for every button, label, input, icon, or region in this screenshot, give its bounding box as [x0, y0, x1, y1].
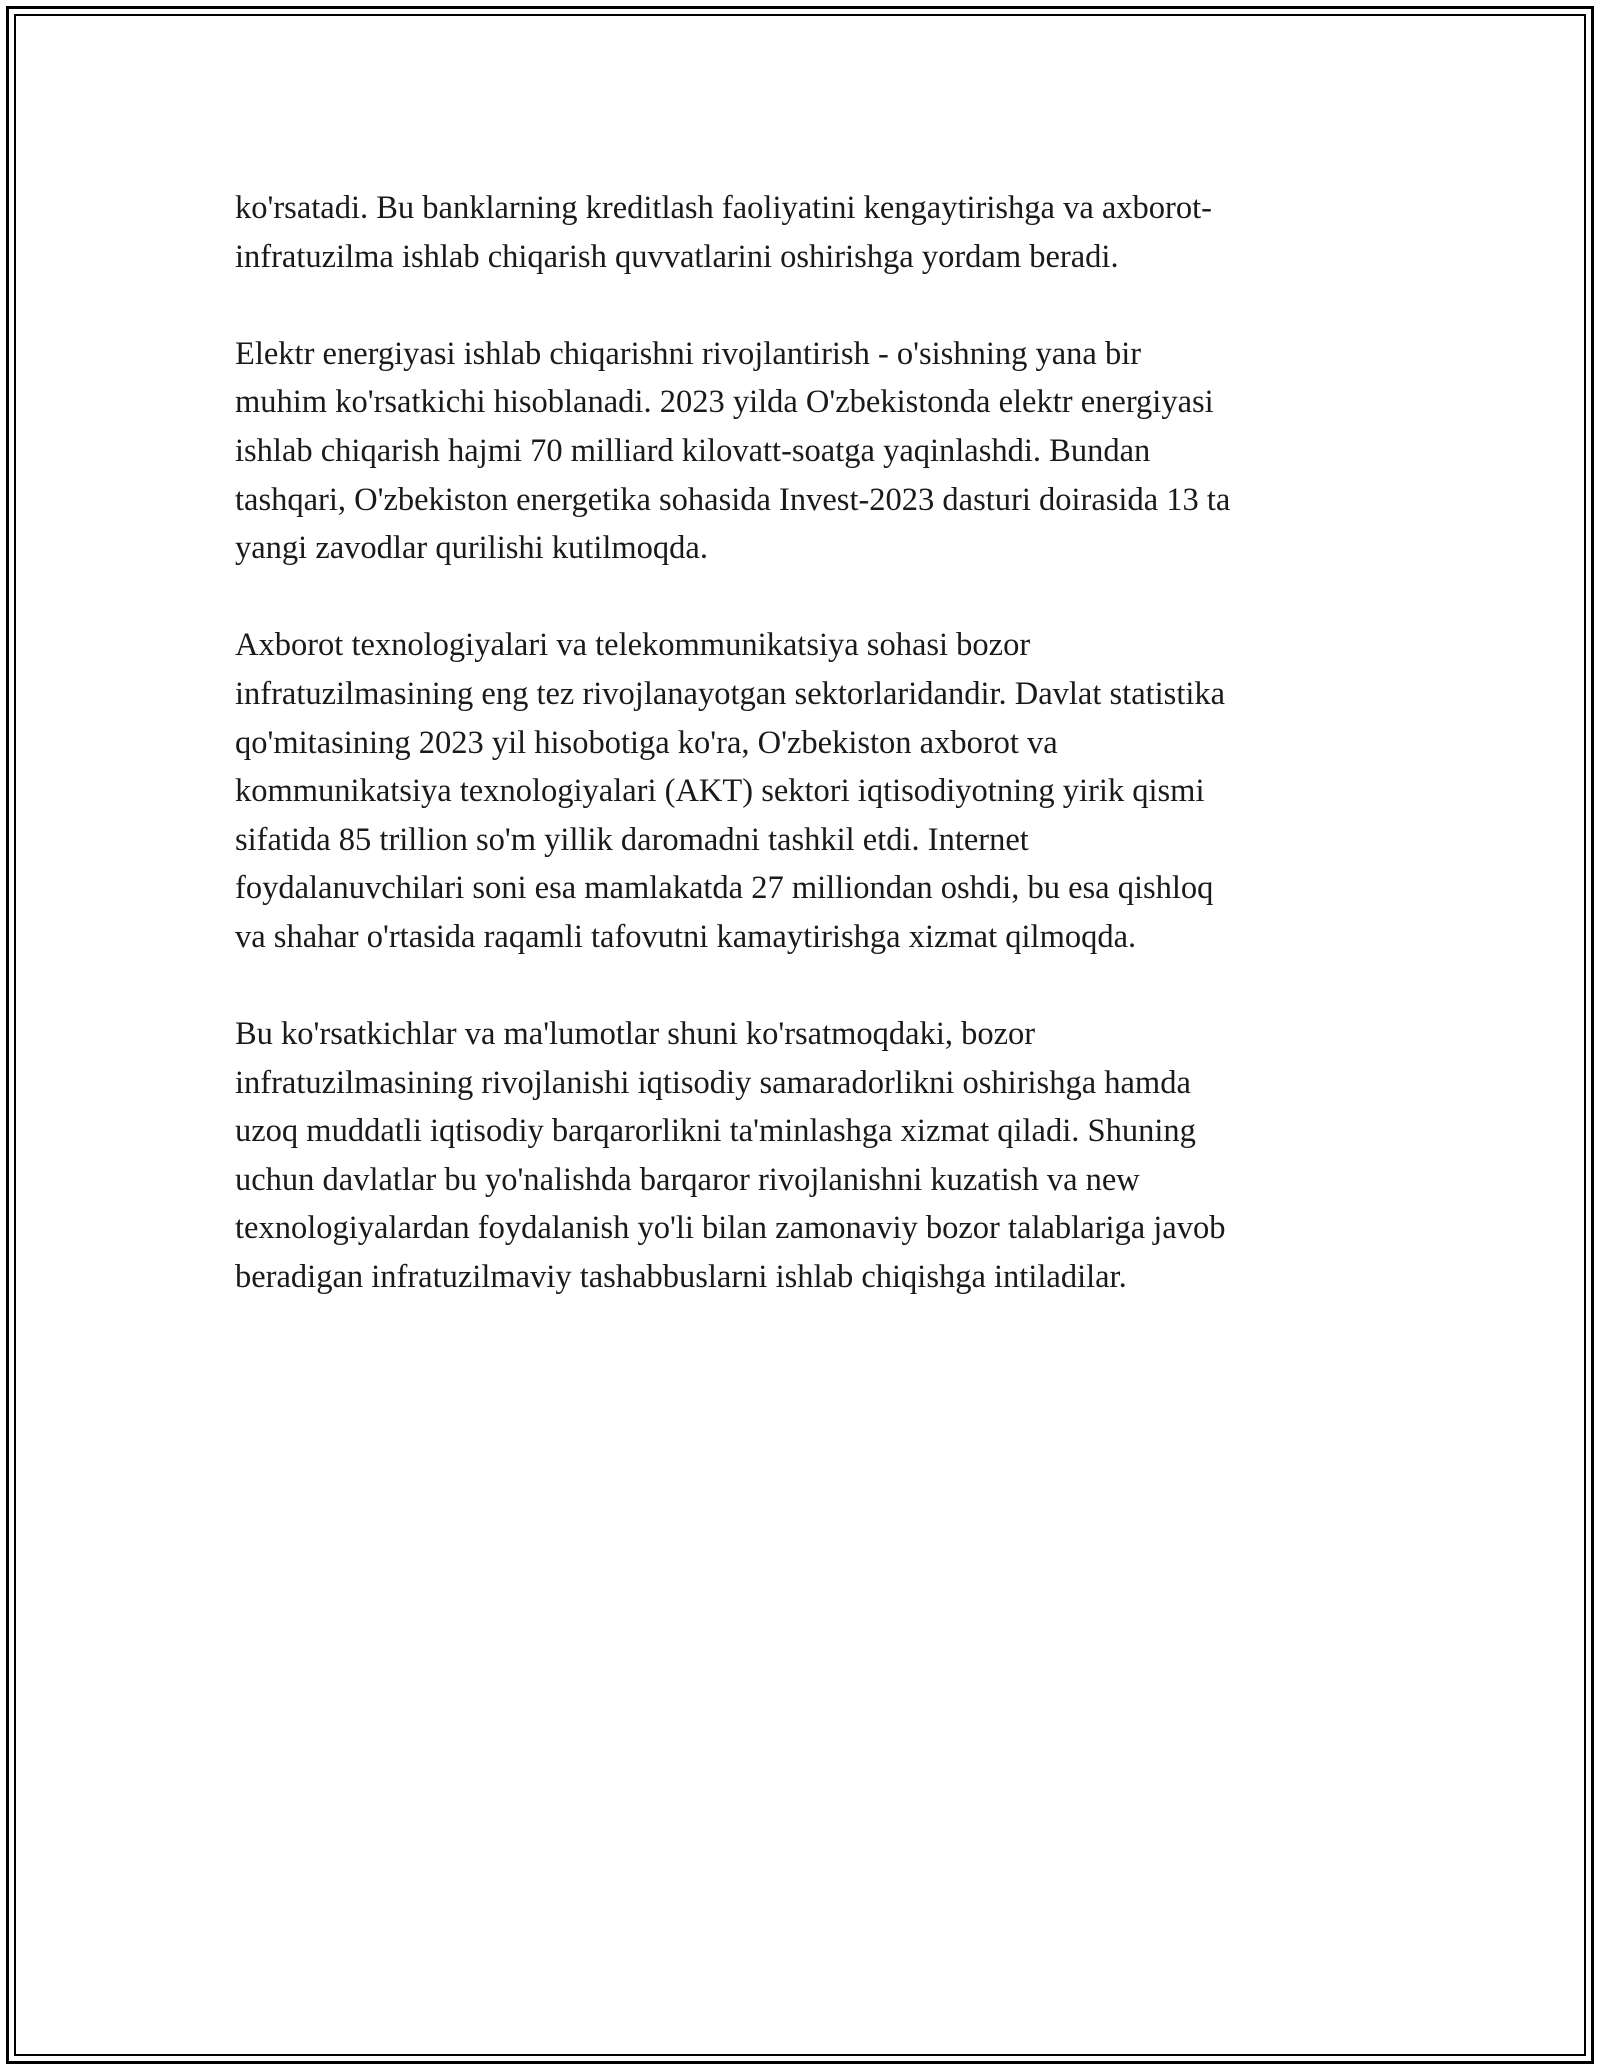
text-line: tashqari, O'zbekiston energetika sohasida Invest-2023 dasturi doirasida 13 ta [235, 481, 1231, 518]
text-line: infratuzilmasining eng tez rivojlanayotgan sektorlaridandir. Davlat statistika [235, 675, 1226, 712]
text-line: ishlab chiqarish hajmi 70 milliard kilovatt-soatga yaqinlashdi. Bundan [235, 432, 1151, 469]
paragraph-1 [235, 184, 1375, 281]
text-line: kommunikatsiya texnologiyalari (AKT) sektori iqtisodiyotning yirik qismi [235, 773, 1205, 810]
text-line: uzoq muddatli iqtisodiy barqarorlikni ta'minlashga xizmat qiladi. Shuning [235, 1113, 1196, 1150]
text-line: texnologiyalardan foydalanish yo'li bilan zamonaviy bozor talablariga javob [235, 1210, 1226, 1247]
paragraph-2 [235, 330, 1375, 573]
text-line: qo'mitasining 2023 yil hisobotiga ko'ra, O'zbekiston axborot va [235, 724, 1058, 761]
text-line: sifatida 85 trillion so'm yillik daromadni tashkil etdi. Internet [235, 821, 1029, 858]
text-line: muhim ko'rsatkichi hisoblanadi. 2023 yilda O'zbekistonda elektr energiyasi [235, 384, 1214, 421]
text-line: uchun davlatlar bu yo'nalishda barqaror rivojlanishni kuzatish va new [235, 1161, 1140, 1198]
text-line: beradigan infratuzilmaviy tashabbuslarni ishlab chiqishga intiladilar. [235, 1259, 1127, 1296]
text-line: ko'rsatadi. Bu banklarning kreditlash faoliyatini kengaytirishga va axborot- [235, 190, 1212, 226]
text-line: foydalanuvchilari soni esa mamlakatda 27 milliondan oshdi, bu esa qishloq [235, 870, 1214, 907]
paragraph-3 [235, 621, 1375, 961]
paragraph-4 [235, 1010, 1375, 1302]
text-line: yangi zavodlar qurilishi kutilmoqda. [235, 530, 708, 567]
document-body [235, 184, 1375, 1350]
text-line: va shahar o'rtasida raqamli tafovutni kamaytirishga xizmat qilmoqda. [235, 918, 1137, 955]
text-line: infratuzilmasining rivojlanishi iqtisodiy samaradorlikni oshirishga hamda [235, 1064, 1191, 1101]
text-line: infratuzilma ishlab chiqarish quvvatlarini oshirishga yordam beradi. [235, 238, 1119, 275]
text-line: Elektr energiyasi ishlab chiqarishni rivojlantirish - o'sishning yana bir [235, 335, 1142, 372]
text-line: Bu ko'rsatkichlar va ma'lumotlar shuni ko'rsatmoqdaki, bozor [235, 1016, 1036, 1053]
text-line: Axborot texnologiyalari va telekommunikatsiya sohasi bozor [235, 627, 1031, 664]
